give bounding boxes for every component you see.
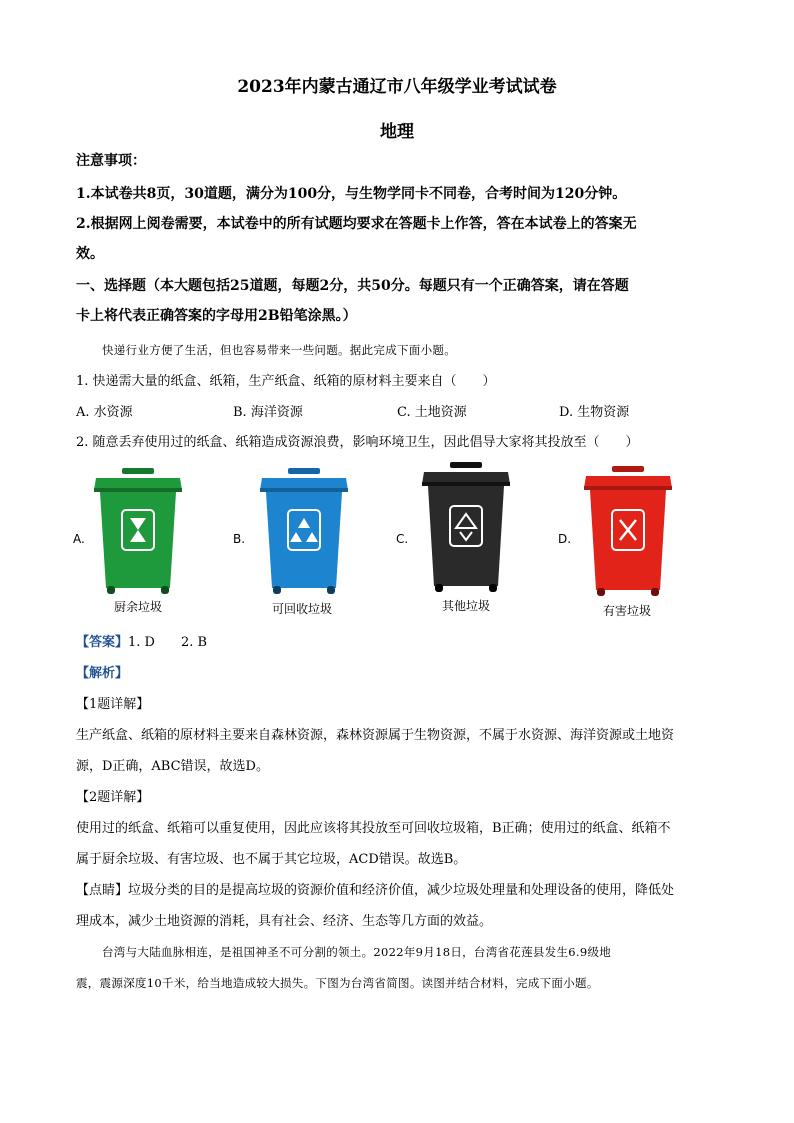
detail-1-label: 【1题详解】 — [76, 697, 150, 712]
bin-c-caption: 其他垃圾 — [441, 599, 490, 613]
q1-option-b: B. 海洋资源 — [233, 405, 303, 420]
subject-title: 地理 — [380, 122, 414, 142]
detail-1-line1: 生产纸盒、纸箱的原材料主要来自森林资源，森林资源属于生物资源，不属于水资源、海洋资源或土地资 — [76, 728, 675, 743]
answer-block — [76, 631, 207, 650]
tip-line2: 理成本，减少土地资源的消耗，具有社会、经济、生态等几方面的效益。 — [76, 914, 493, 929]
analysis-heading — [76, 662, 128, 681]
notice-item-1: 1.本试卷共8页，30道题，满分为100分，与生物学同卡不同卷，合考时间为120分钟。 — [76, 186, 627, 202]
q1-option-c: C. 土地资源 — [397, 405, 467, 420]
blue-bin-recyclable — [258, 468, 350, 596]
question-2-stem: 2. 随意丢弃使用过的纸盒、纸箱造成资源浪费，影响环境卫生，因此倡导大家将其投放至（ ） — [76, 435, 639, 450]
question-1-stem: 1. 快递需大量的纸盒、纸箱，生产纸盒、纸箱的原材料主要来自（ ） — [76, 374, 496, 389]
notice-item-2-line1: 2.根据网上阅卷需要，本试卷中的所有试题均要求在答题卡上作答，答在本试卷上的答案无 — [76, 216, 637, 232]
detail-2-line1: 使用过的纸盒、纸箱可以重复使用，因此应该将其投放至可回收垃圾箱，B正确；使用过的纸盒、纸箱不 — [76, 821, 671, 836]
detail-1-line2: 源，D正确，ABC错误，故选D。 — [76, 759, 269, 774]
analysis-label: 【解析】 — [76, 666, 129, 681]
page-title: 2023年内蒙古通辽市八年级学业考试试卷 — [237, 77, 557, 97]
notice-heading: 注意事项： — [76, 153, 146, 169]
bin-b-letter: B. — [233, 532, 246, 546]
tip-line1: 【点睛】垃圾分类的目的是提高垃圾的资源价值和经济价值，减少垃圾处理量和处理设备的使用，降低处 — [76, 883, 675, 898]
bin-a-caption: 厨余垃圾 — [113, 600, 162, 614]
bin-c-letter: C. — [396, 532, 409, 546]
material-2-line1: 台湾与大陆血脉相连，是祖国神圣不可分割的领土。2022年9月18日，台湾省花莲县发生6.9级地 — [102, 945, 612, 959]
detail-2-line2: 属于厨余垃圾、有害垃圾、也不属于其它垃圾，ACD错误。故选B。 — [76, 852, 467, 867]
green-bin-kitchen-waste — [92, 468, 184, 596]
answer-label: 【答案】 — [76, 635, 129, 650]
bin-d-caption: 有害垃圾 — [602, 604, 651, 618]
bin-b-caption: 可回收垃圾 — [271, 602, 332, 616]
q1-option-a: A. 水资源 — [76, 405, 133, 420]
section-heading-line2: 卡上将代表正确答案的字母用2B铅笔涂黑。） — [76, 308, 357, 324]
section-heading-line1: 一、选择题（本大题包括25道题，每题2分，共50分。每题只有一个正确答案，请在答题 — [76, 278, 629, 294]
detail-2-label: 【2题详解】 — [76, 790, 150, 805]
material-1: 快递行业方便了生活，但也容易带来一些问题。据此完成下面小题。 — [102, 343, 456, 357]
red-bin-hazardous-waste — [582, 466, 674, 598]
q1-option-d: D. 生物资源 — [559, 405, 630, 420]
bin-d-letter: D. — [558, 532, 572, 546]
bin-a-letter: A. — [73, 532, 85, 546]
notice-item-2-line2: 效。 — [76, 246, 104, 262]
black-bin-other-waste — [420, 462, 512, 594]
answer-values: 1. D 2. B — [128, 635, 208, 650]
tip-label: 【点睛】 — [76, 883, 129, 898]
material-2-line2: 震，震源深度10千米，给当地造成较大损失。下图为台湾省简图。读图并结合材料，完成下面小题。 — [76, 976, 599, 990]
